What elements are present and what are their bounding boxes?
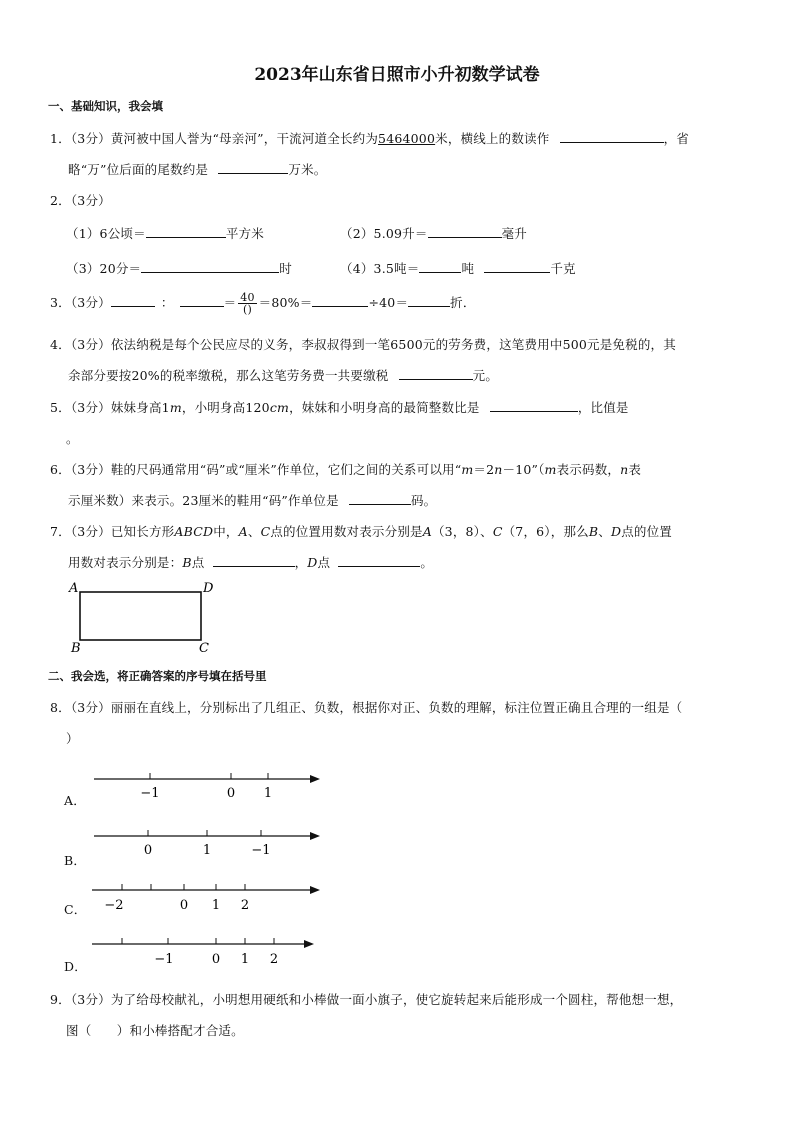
question-8-line-2: ） xyxy=(66,731,79,746)
vertex-label-d: D xyxy=(203,581,214,596)
rectangle-figure xyxy=(60,578,220,654)
tick-label: −1 xyxy=(251,843,271,858)
vertex-label-b: B xyxy=(71,641,81,654)
tick-label: 0 xyxy=(179,898,189,913)
number-line-d xyxy=(88,934,326,968)
tick-label: 0 xyxy=(226,786,236,801)
question-5-line-2: 。 xyxy=(66,431,79,446)
question-6-line-2: 示厘米数）来表示。23厘米的鞋用“码”作单位是 码。 xyxy=(68,493,437,508)
tick-label: 2 xyxy=(240,898,250,913)
vertex-label-a: A xyxy=(69,581,79,596)
vertex-label-c: C xyxy=(199,641,209,654)
arrow-head xyxy=(310,775,320,783)
tick-label: −1 xyxy=(140,786,160,801)
tick-label: 1 xyxy=(240,952,250,967)
question-number: 3．（3分） xyxy=(50,295,111,310)
question-9-line-2: 图（ ）和小棒搭配才合适。 xyxy=(66,1023,244,1038)
answer-blank[interactable] xyxy=(146,224,226,238)
answer-blank[interactable] xyxy=(408,293,450,307)
question-7-line-2: 用数对表示分别是：B点 ，D点 。 xyxy=(68,555,434,570)
question-5-line-1: 5．（3分）妹妹身高1m，小明身高120cm，妹妹和小明身高的最简整数比是 ，比值是 xyxy=(50,400,629,415)
question-2-part-2: （2）5.09升＝ 毫升 xyxy=(340,226,527,241)
question-3: 3．（3分） ： ＝ $\frac{40}{()}$ ＝80%＝ ÷40＝ 折． xyxy=(50,291,476,316)
number-line-b xyxy=(90,827,325,861)
tick-label: 1 xyxy=(202,843,212,858)
answer-blank[interactable] xyxy=(213,553,295,567)
arrow-head xyxy=(310,886,320,894)
number-line-c xyxy=(88,880,326,914)
tick-label: 1 xyxy=(263,786,273,801)
answer-blank[interactable] xyxy=(484,259,550,273)
question-6-line-1: 6．（3分）鞋的尺码通常用“码”或“厘米”作单位，它们之间的关系可以用“m＝2n－10”（m表示码数，n表 xyxy=(50,462,642,477)
question-7-line-1: 7．（3分）已知长方形ABCD中，A、C点的位置用数对表示分别是A（3，8）、C（7，6），那么B、D点的位置 xyxy=(50,524,672,539)
rectangle-abcd xyxy=(80,592,201,640)
question-number: 5．（3分） xyxy=(50,400,111,415)
page-title: 2023年山东省日照市小升初数学试卷 xyxy=(254,65,540,85)
river-length-number: 5464000 xyxy=(378,131,436,146)
fraction: $\frac{40}{()}$ xyxy=(240,291,255,316)
answer-blank[interactable] xyxy=(490,398,578,412)
tick-label: 1 xyxy=(211,898,221,913)
answer-blank[interactable] xyxy=(338,553,420,567)
number-line-a xyxy=(90,770,325,804)
answer-blank[interactable] xyxy=(428,224,502,238)
tick-label: 0 xyxy=(211,952,221,967)
answer-blank[interactable] xyxy=(419,259,461,273)
question-4-line-1: 4．（3分）依法纳税是每个公民应尽的义务，李叔叔得到一笔6500元的劳务费，这笔费用中500元是免税的，其 xyxy=(50,337,676,352)
answer-blank[interactable] xyxy=(180,293,224,307)
section-heading-2: 二、我会选，将正确答案的序号填在括号里 xyxy=(48,669,267,683)
answer-blank[interactable] xyxy=(111,293,155,307)
question-number: 7．（3分） xyxy=(50,524,111,539)
question-number: 8．（3分） xyxy=(50,700,111,715)
question-number: 1．（3分） xyxy=(50,131,111,146)
tick-label: 0 xyxy=(143,843,153,858)
question-1-line-1: 1．（3分）黄河被中国人誉为“母亲河”，干流河道全长约为5464000米，横线上的数读作 ，省 xyxy=(50,131,690,146)
option-d-label[interactable]: D． xyxy=(64,959,87,974)
question-4-line-2: 余部分要按20%的税率缴税，那么这笔劳务费一共要缴税 元。 xyxy=(68,368,499,383)
question-2-part-4: （4）3.5吨＝ 吨 千克 xyxy=(340,261,576,276)
question-2-part-1: （1）6公顷＝ 平方米 xyxy=(66,226,264,241)
answer-blank[interactable] xyxy=(349,491,411,505)
question-9-line-1: 9．（3分）为了给母校献礼，小明想用硬纸和小棒做一面小旗子，使它旋转起来后能形成一个圆柱，帮他想一想， xyxy=(50,992,683,1007)
arrow-head xyxy=(310,832,320,840)
section-heading-1: 一、基础知识，我会填 xyxy=(48,99,163,113)
arrow-head xyxy=(304,940,314,948)
question-2-header: 2．（3分） xyxy=(50,193,111,208)
question-number: 9．（3分） xyxy=(50,992,111,1007)
question-number: 6．（3分） xyxy=(50,462,111,477)
question-8-line-1: 8．（3分）丽丽在直线上，分别标出了几组正、负数，根据你对正、负数的理解，标注位置正确且合理的一组是（ xyxy=(50,700,683,715)
question-1-line-2: 略“万”位后面的尾数约是 万米。 xyxy=(68,162,327,177)
option-a-label[interactable]: A． xyxy=(64,793,86,808)
answer-blank[interactable] xyxy=(399,366,473,380)
answer-blank[interactable] xyxy=(560,129,664,143)
option-c-label[interactable]: C． xyxy=(64,902,87,917)
question-2-part-3: （3）20分＝ 时 xyxy=(66,261,292,276)
tick-label: −2 xyxy=(104,898,124,913)
option-b-label[interactable]: B． xyxy=(64,853,87,868)
answer-blank[interactable] xyxy=(312,293,368,307)
answer-blank[interactable] xyxy=(218,160,288,174)
tick-label: 2 xyxy=(269,952,279,967)
question-number: 4．（3分） xyxy=(50,337,111,352)
answer-blank[interactable] xyxy=(141,259,279,273)
tick-label: −1 xyxy=(154,952,174,967)
